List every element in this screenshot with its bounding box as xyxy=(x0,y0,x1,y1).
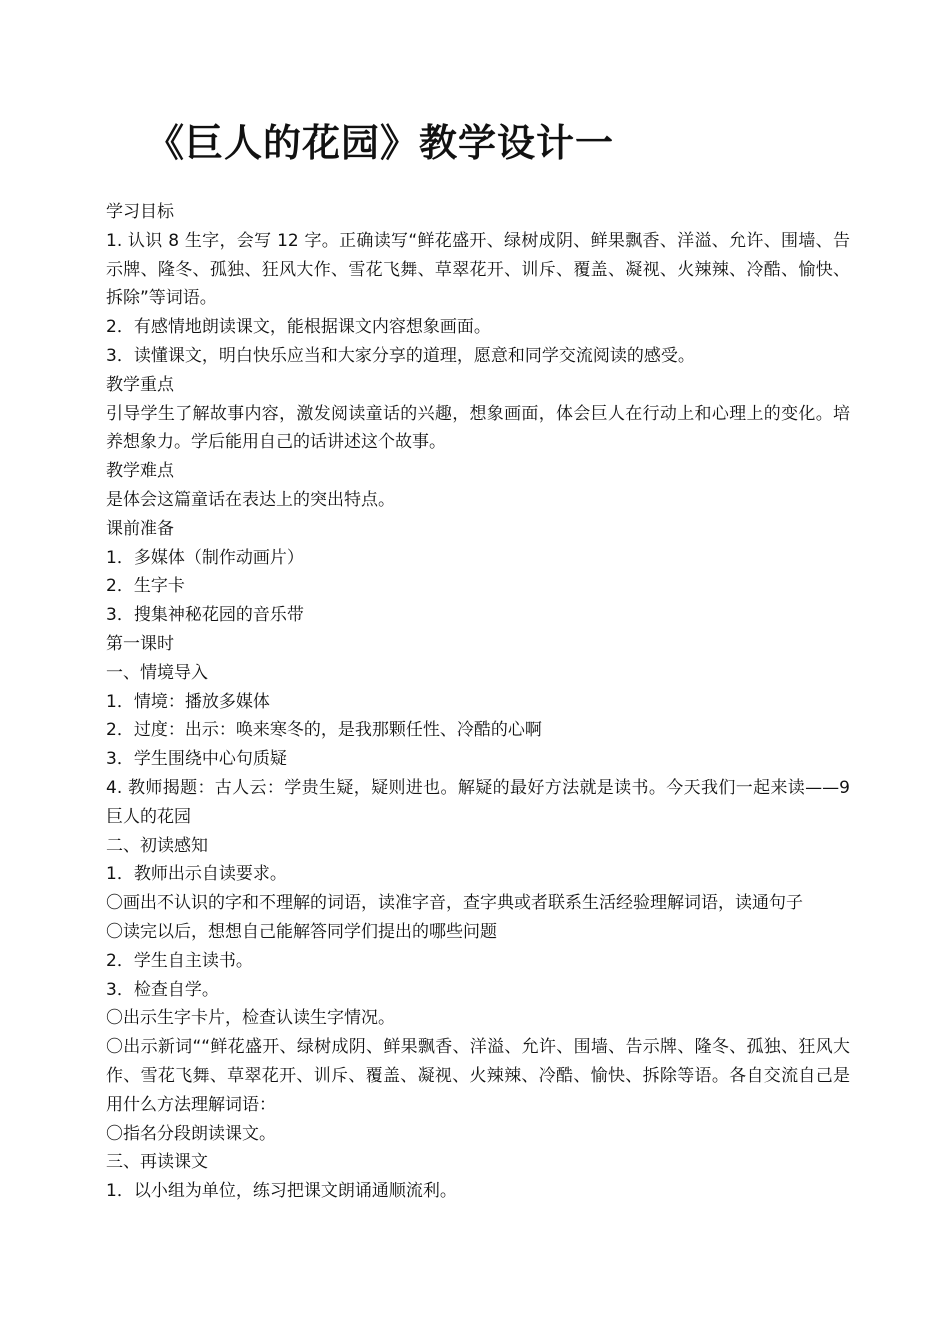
objective-item-2: 2．有感情地朗读课文，能根据课文内容想象画面。 xyxy=(106,317,491,338)
check-bullet-1: 〇出示生字卡片，检查认读生字情况。 xyxy=(106,1008,395,1029)
reread-item-1: 1．以小组为单位，练习把课文朗诵通顺流利。 xyxy=(106,1181,457,1202)
step-heading-reread: 三、再读课文 xyxy=(106,1152,208,1173)
objective-item-1: 1. 认识 8 生字，会写 12 字。正确读写“鲜花盛开、绿树成阴、鲜果飘香、洋溢、允许、围墙、告示牌、隆冬、孤独、狂风大作、雪花飞舞、草翠花开、训斥、覆盖、凝视、火辣辣、冷酷、愉快、拆除”等词语。 xyxy=(106,230,850,309)
intro-item-3: 3．学生围绕中心句质疑 xyxy=(106,749,287,770)
section-heading-difficulties: 教学难点 xyxy=(106,461,174,482)
first-reading-bullet-2: 〇读完以后，想想自己能解答同学们提出的哪些问题 xyxy=(106,921,497,942)
first-reading-bullet-1: 〇画出不认识的字和不理解的词语，读准字音，查字典或者联系生活经验理解词语，读通句子 xyxy=(106,893,803,914)
section-heading-objectives: 学习目标 xyxy=(106,202,174,222)
preparation-item-2: 2．生字卡 xyxy=(106,576,185,597)
intro-item-4: 4. 教师揭题：古人云：学贵生疑，疑则进也。解疑的最好方法就是读书。今天我们一起来读——9 巨人的花园 xyxy=(106,777,850,827)
intro-item-2: 2．过度：出示：唤来寒冬的，是我那颗任性、冷酷的心啊 xyxy=(106,720,542,741)
objective-item-3: 3．读懂课文，明白快乐应当和大家分享的道理，愿意和同学交流阅读的感受。 xyxy=(106,345,695,366)
first-reading-item-3: 3．检查自学。 xyxy=(106,979,219,1000)
preparation-item-1: 1．多媒体（制作动画片） xyxy=(106,547,304,568)
first-reading-item-1: 1．教师出示自读要求。 xyxy=(106,864,287,885)
document-body xyxy=(106,198,850,1206)
section-heading-preparation: 课前准备 xyxy=(106,518,174,539)
lesson-heading: 第一课时 xyxy=(106,633,174,654)
step-heading-intro: 一、情境导入 xyxy=(106,662,208,683)
section-heading-key-points: 教学重点 xyxy=(106,374,174,395)
step-heading-first-reading: 二、初读感知 xyxy=(106,835,208,856)
difficulties-text: 是体会这篇童话在表达上的突出特点。 xyxy=(106,489,395,510)
key-points-text: 引导学生了解故事内容，激发阅读童话的兴趣，想象画面，体会巨人在行动上和心理上的变化。培养想象力。学后能用自己的话讲述这个故事。 xyxy=(106,403,850,453)
preparation-item-3: 3．搜集神秘花园的音乐带 xyxy=(106,605,304,626)
check-bullet-2: 〇出示新词““鲜花盛开、绿树成阴、鲜果飘香、洋溢、允许、围墙、告示牌、隆冬、孤独、狂风大作、雪花飞舞、草翠花开、训斥、覆盖、凝视、火辣辣、冷酷、愉快、拆除等语。各自交流自己是用什么方法理解词语： xyxy=(106,1037,850,1115)
intro-item-1: 1．情境：播放多媒体 xyxy=(106,691,270,712)
first-reading-item-2: 2．学生自主读书。 xyxy=(106,950,253,971)
document-title: 《巨人的花园》教学设计一 xyxy=(146,121,615,165)
check-bullet-3: 〇指名分段朗读课文。 xyxy=(106,1123,276,1144)
